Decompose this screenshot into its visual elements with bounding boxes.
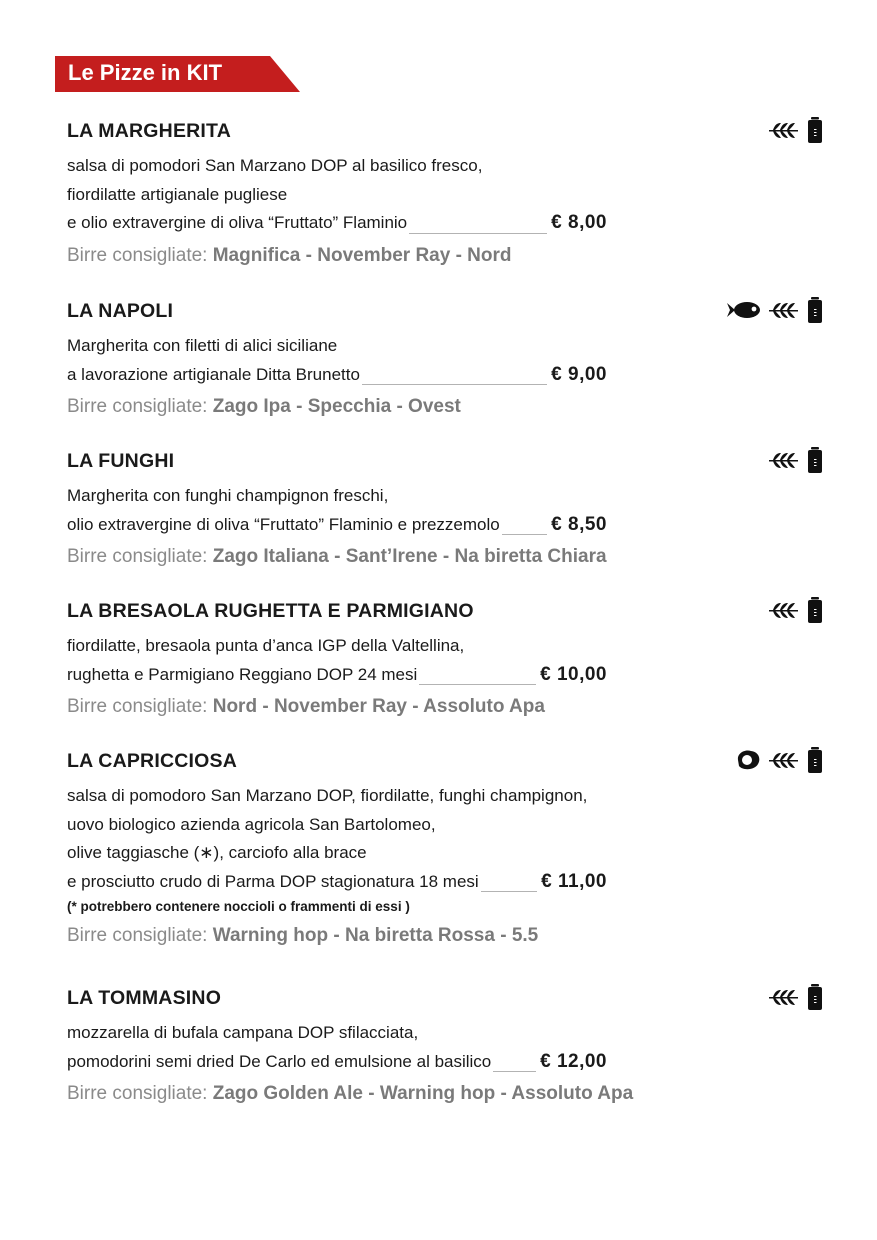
allergen-icons (769, 120, 823, 144)
pizza-description (67, 782, 607, 896)
menu-item (67, 985, 837, 1105)
menu-item (67, 748, 837, 947)
description-line: e prosciutto crudo di Parma DOP stagionatura 18 mesi € 11,00 (67, 868, 607, 897)
beer-label: Birre consigliate: (67, 546, 213, 567)
description-line: fiordilatte, bresaola punta d’anca IGP della Valtellina, (67, 636, 465, 655)
description-line: rughetta e Parmigiano Reggiano DOP 24 mesi € 10,00 (67, 661, 607, 690)
description-line: olio extravergine di oliva “Fruttato” Flaminio e prezzemolo € 8,50 (67, 511, 607, 540)
price: € 10,00 (540, 663, 607, 685)
description-line: salsa di pomodori San Marzano DOP al basilico fresco, (67, 156, 483, 175)
price: € 12,00 (540, 1050, 607, 1072)
beer-suggestions (67, 396, 837, 418)
allergen-icons (769, 600, 823, 624)
menu-item (67, 118, 837, 267)
pizza-description (67, 632, 607, 689)
pizza-description (67, 152, 607, 238)
section-banner (55, 56, 300, 92)
wheat-icon (769, 302, 799, 323)
beer-suggestions (67, 1083, 837, 1105)
description-line: Margherita con funghi champignon freschi, (67, 486, 389, 505)
pizza-name: LA TOMMASINO (67, 987, 222, 1009)
beer-list: Warning hop - Na biretta Rossa - 5.5 (212, 925, 539, 946)
beer-list: Nord - November Ray - Assoluto Apa (212, 696, 545, 717)
allergen-note: (* potrebbero contenere noccioli o frammenti di essi ) (67, 899, 410, 914)
wheat-icon (769, 752, 799, 773)
beer-label: Birre consigliate: (67, 696, 213, 717)
description-line: Margherita con filetti di alici siciliane (67, 336, 338, 355)
description-line: a lavorazione artigianale Ditta Brunetto € 9,00 (67, 361, 607, 390)
pizza-description (67, 482, 607, 539)
beer-list: Zago Ipa - Specchia - Ovest (212, 396, 461, 417)
beer-list: Magnifica - November Ray - Nord (212, 244, 512, 266)
beer-label: Birre consigliate: (67, 925, 213, 946)
beer-suggestions (67, 546, 837, 568)
can-icon (807, 117, 823, 148)
price-leader (493, 1071, 536, 1072)
price-leader (481, 891, 537, 892)
price-leader (362, 384, 547, 385)
price: € 9,00 (551, 363, 607, 385)
beer-suggestions (67, 925, 837, 947)
pizza-name: LA MARGHERITA (67, 120, 231, 142)
description-line: fiordilatte artigianale pugliese (67, 184, 288, 204)
description-line: pomodorini semi dried De Carlo ed emulsione al basilico € 12,00 (67, 1048, 607, 1077)
price-leader (502, 534, 547, 535)
wheat-icon (769, 122, 799, 143)
pizza-description (67, 332, 607, 389)
description-line: mozzarella di bufala campana DOP sfilacciata, (67, 1023, 419, 1042)
beer-suggestions (67, 245, 837, 267)
section-title: Le Pizze in KIT (68, 60, 223, 85)
description-line: salsa di pomodoro San Marzano DOP, fiordilatte, funghi champignon, (67, 786, 588, 805)
menu-item (67, 298, 837, 418)
beer-label: Birre consigliate: (67, 1083, 213, 1104)
wheat-icon (769, 452, 799, 473)
pizza-name: LA NAPOLI (67, 300, 174, 322)
allergen-icons (769, 450, 823, 474)
price: € 8,00 (551, 212, 607, 233)
can-icon (807, 597, 823, 628)
description-line: e olio extravergine di oliva “Fruttato” Flaminio € 8,00 (67, 209, 607, 238)
allergen-icons (735, 750, 823, 774)
price-leader (409, 233, 547, 234)
pizza-description (67, 1019, 607, 1076)
egg-icon (735, 749, 761, 776)
menu-item (67, 598, 837, 718)
price-leader (419, 684, 536, 685)
wheat-icon (769, 602, 799, 623)
beer-label: Birre consigliate: (67, 396, 213, 417)
price: € 11,00 (541, 870, 607, 892)
beer-label: Birre consigliate: (67, 244, 213, 266)
description-line: olive taggiasche (∗), carciofo alla brace (67, 843, 367, 862)
can-icon (807, 447, 823, 478)
fish-icon (727, 301, 761, 324)
pizza-name: LA BRESAOLA RUGHETTA E PARMIGIANO (67, 600, 474, 622)
price: € 8,50 (551, 513, 607, 535)
beer-list: Zago Italiana - Sant’Irene - Na biretta Chiara (212, 546, 607, 567)
menu-item (67, 448, 837, 568)
pizza-name: LA CAPRICCIOSA (67, 750, 237, 772)
can-icon (807, 984, 823, 1015)
wheat-icon (769, 989, 799, 1010)
beer-list: Zago Golden Ale - Warning hop - Assoluto Apa (212, 1083, 634, 1104)
description-line: uovo biologico azienda agricola San Bartolomeo, (67, 814, 436, 834)
can-icon (807, 747, 823, 778)
allergen-icons (727, 300, 823, 324)
pizza-name: LA FUNGHI (67, 450, 175, 472)
allergen-icons (769, 987, 823, 1011)
can-icon (807, 297, 823, 328)
beer-suggestions (67, 696, 837, 718)
